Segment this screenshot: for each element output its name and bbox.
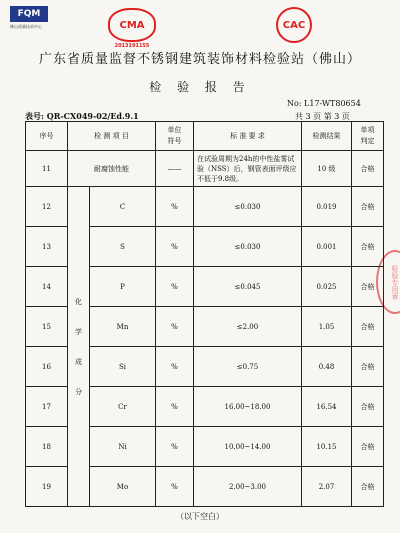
row-result: 10.15 — [302, 427, 352, 467]
row-no: 13 — [26, 227, 68, 267]
col-verdict: 单项 判定 — [352, 122, 384, 151]
row-no: 14 — [26, 267, 68, 307]
row-requirement: ≤0.030 — [194, 187, 302, 227]
test-results-table — [25, 121, 384, 507]
table-row — [26, 151, 384, 187]
row-item: S — [90, 227, 156, 267]
row-unit: % — [156, 187, 194, 227]
row-item: 耐腐蚀性能 — [68, 151, 156, 187]
page-info: 共 3 页 第 3 页 — [295, 112, 350, 121]
category-char: 化 — [75, 297, 82, 306]
row-result: 0.019 — [302, 187, 352, 227]
row-requirement: ≤0.045 — [194, 267, 302, 307]
row-no: 16 — [26, 347, 68, 387]
category-char: 学 — [75, 327, 82, 336]
row-no: 12 — [26, 187, 68, 227]
row-requirement: ≤0.75 — [194, 347, 302, 387]
row-result: 2.07 — [302, 467, 352, 507]
report-subtitle: 检 验 报 告 — [149, 80, 251, 94]
row-result: 10 级 — [302, 151, 352, 187]
col-item: 检 测 项 目 — [68, 122, 156, 151]
row-verdict: 合格 — [352, 347, 384, 387]
row-verdict: 合格 — [352, 307, 384, 347]
report-number: No: L17-WT80654 — [287, 99, 361, 108]
table-header-row — [26, 122, 384, 151]
row-result: 0.001 — [302, 227, 352, 267]
col-no: 序号 — [26, 122, 68, 151]
row-verdict: 合格 — [352, 427, 384, 467]
row-no: 18 — [26, 427, 68, 467]
row-result: 16.54 — [302, 387, 352, 427]
row-requirement: ≤0.030 — [194, 227, 302, 267]
row-requirement: 2.00~3.00 — [194, 467, 302, 507]
row-requirement: 在试验周期为24h的中性盐雾试验（NSS）后，钢管表面评级应不低于9.8级。 — [194, 151, 302, 187]
col-result: 检测结果 — [302, 122, 352, 151]
report-title: 广东省质量监督不锈钢建筑装饰材料检验站（佛山） — [38, 52, 361, 67]
row-unit: —— — [156, 151, 194, 187]
fqm-logo-mark: FQM — [10, 6, 48, 22]
row-result: 0.025 — [302, 267, 352, 307]
row-unit: % — [156, 267, 194, 307]
row-unit: % — [156, 307, 194, 347]
row-item: Mn — [90, 307, 156, 347]
table-row — [26, 187, 384, 227]
row-item: Ni — [90, 427, 156, 467]
row-no: 15 — [26, 307, 68, 347]
row-requirement: 16.00~18.00 — [194, 387, 302, 427]
category-char: 成 — [75, 357, 82, 366]
category-char: 分 — [75, 387, 82, 396]
row-verdict: 合格 — [352, 151, 384, 187]
row-result: 0.48 — [302, 347, 352, 387]
form-code: 表号: QR-CX049-02/Ed.9.1 — [25, 111, 139, 121]
col-requirement: 标 准 要 求 — [194, 122, 302, 151]
row-unit: % — [156, 427, 194, 467]
row-requirement: ≤2.00 — [194, 307, 302, 347]
row-verdict: 合格 — [352, 267, 384, 307]
row-unit: % — [156, 347, 194, 387]
row-verdict: 合格 — [352, 227, 384, 267]
row-item: C — [90, 187, 156, 227]
row-result: 1.05 — [302, 307, 352, 347]
row-requirement: 10.00~14.00 — [194, 427, 302, 467]
row-item: P — [90, 267, 156, 307]
row-verdict: 合格 — [352, 387, 384, 427]
row-unit: % — [156, 467, 194, 507]
end-of-report-note: （以下空白） — [176, 512, 224, 521]
cma-seal-number: 2013191155 — [114, 43, 150, 49]
row-verdict: 合格 — [352, 187, 384, 227]
row-item: Si — [90, 347, 156, 387]
cac-seal — [276, 7, 312, 43]
col-unit: 单位 符号 — [156, 122, 194, 151]
row-no: 11 — [26, 151, 68, 187]
row-item: Cr — [90, 387, 156, 427]
row-no: 19 — [26, 467, 68, 507]
category-chemical-composition — [68, 187, 90, 507]
fqm-logo-caption: 佛山质量技术中心 — [10, 24, 42, 29]
cma-seal-text: CMA — [119, 19, 145, 31]
row-verdict: 合格 — [352, 467, 384, 507]
row-no: 17 — [26, 387, 68, 427]
row-unit: % — [156, 387, 194, 427]
cac-seal-text: CAC — [282, 19, 306, 31]
row-unit: % — [156, 227, 194, 267]
fqm-logo — [10, 6, 60, 32]
cma-seal — [108, 8, 156, 49]
row-item: Mo — [90, 467, 156, 507]
inspection-stamp: 检验专用章 — [376, 250, 400, 314]
